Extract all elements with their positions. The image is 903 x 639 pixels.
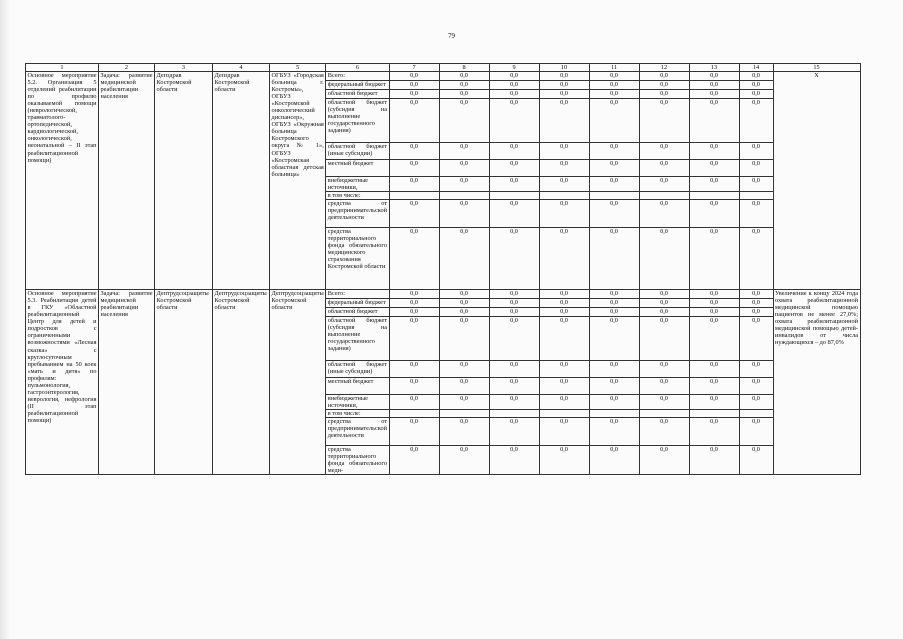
amount-cell: 0,0 [389, 308, 439, 317]
expected-result-cell: Х [773, 72, 860, 290]
amount-cell [689, 410, 739, 418]
amount-cell: 0,0 [389, 228, 439, 290]
amount-cell: 0,0 [439, 317, 489, 361]
header-row [26, 64, 861, 72]
funding-source: федеральный бюджет [326, 299, 389, 308]
amount-cell: 0,0 [489, 90, 539, 99]
funding-source: внебюджетные источники, [326, 177, 389, 192]
amount-cell [739, 192, 773, 200]
amount-cell: 0,0 [589, 290, 639, 299]
amount-cell: 0,0 [439, 361, 489, 378]
amount-cell: 0,0 [639, 177, 689, 192]
amount-cell: 0,0 [589, 308, 639, 317]
amount-cell: 0,0 [689, 99, 739, 143]
funding-source: средства от предпринимательской деятельности [326, 418, 389, 446]
amount-cell: 0,0 [389, 395, 439, 410]
amount-cell [639, 192, 689, 200]
col-header: 3 [155, 64, 213, 72]
funding-source: Всего: [326, 72, 389, 81]
amount-cell: 0,0 [689, 228, 739, 290]
amount-cell: 0,0 [739, 418, 773, 446]
amount-cell: 0,0 [439, 418, 489, 446]
amount-cell: 0,0 [589, 299, 639, 308]
amount-cell: 0,0 [389, 90, 439, 99]
amount-cell [389, 410, 439, 418]
amount-cell: 0,0 [639, 90, 689, 99]
amount-cell: 0,0 [689, 143, 739, 160]
amount-cell: 0,0 [639, 228, 689, 290]
amount-cell: 0,0 [439, 299, 489, 308]
amount-cell: 0,0 [539, 361, 589, 378]
amount-cell: 0,0 [589, 177, 639, 192]
amount-cell: 0,0 [739, 290, 773, 299]
amount-cell: 0,0 [539, 143, 589, 160]
amount-cell: 0,0 [689, 160, 739, 177]
coexecutor-cell: Дептрудсоцзащиты Костромской области [213, 290, 270, 475]
amount-cell: 0,0 [539, 299, 589, 308]
amount-cell: 0,0 [439, 90, 489, 99]
col-header: 5 [270, 64, 326, 72]
amount-cell: 0,0 [489, 418, 539, 446]
amount-cell: 0,0 [389, 200, 439, 228]
amount-cell: 0,0 [589, 317, 639, 361]
amount-cell: 0,0 [489, 361, 539, 378]
amount-cell: 0,0 [539, 81, 589, 90]
amount-cell: 0,0 [689, 200, 739, 228]
amount-cell [439, 192, 489, 200]
responsible-cell: Дептрудсоцзащиты Костромской области [155, 290, 213, 475]
amount-cell: 0,0 [539, 90, 589, 99]
amount-cell: 0,0 [489, 72, 539, 81]
amount-cell: 0,0 [639, 378, 689, 395]
amount-cell: 0,0 [689, 446, 739, 475]
amount-cell: 0,0 [589, 446, 639, 475]
amount-cell [489, 192, 539, 200]
funding-source: средства от предпринимательской деятельности [326, 200, 389, 228]
amount-cell: 0,0 [639, 308, 689, 317]
amount-cell: 0,0 [439, 72, 489, 81]
funding-source: местный бюджет [326, 160, 389, 177]
amount-cell: 0,0 [439, 177, 489, 192]
amount-cell: 0,0 [639, 81, 689, 90]
amount-cell: 0,0 [389, 81, 439, 90]
amount-cell: 0,0 [439, 143, 489, 160]
activity-cell: Основное мероприятие 5.2. Организация 5 отделений реабилитации по профилю оказываемой помощи (неврологической, травматолого-ортопедической, кардиологической, онкологической, неонатальной – II этап реабилитационной помощи) [26, 72, 99, 290]
amount-cell: 0,0 [439, 290, 489, 299]
amount-cell: 0,0 [389, 317, 439, 361]
amount-cell: 0,0 [589, 72, 639, 81]
amount-cell: 0,0 [489, 395, 539, 410]
amount-cell: 0,0 [689, 81, 739, 90]
amount-cell: 0,0 [739, 72, 773, 81]
amount-cell: 0,0 [389, 290, 439, 299]
amount-cell: 0,0 [739, 446, 773, 475]
amount-cell: 0,0 [489, 143, 539, 160]
amount-cell: 0,0 [539, 177, 589, 192]
amount-cell: 0,0 [589, 81, 639, 90]
amount-cell: 0,0 [639, 317, 689, 361]
amount-cell: 0,0 [739, 308, 773, 317]
amount-cell: 0,0 [489, 446, 539, 475]
col-header: 9 [489, 64, 539, 72]
amount-cell: 0,0 [589, 143, 639, 160]
amount-cell: 0,0 [739, 378, 773, 395]
amount-cell [689, 192, 739, 200]
col-header: 15 [773, 64, 860, 72]
amount-cell: 0,0 [639, 446, 689, 475]
amount-cell: 0,0 [639, 72, 689, 81]
amount-cell [539, 192, 589, 200]
amount-cell: 0,0 [589, 378, 639, 395]
amount-cell: 0,0 [539, 395, 589, 410]
amount-cell: 0,0 [389, 361, 439, 378]
amount-cell: 0,0 [389, 378, 439, 395]
amount-cell: 0,0 [539, 418, 589, 446]
amount-cell: 0,0 [439, 228, 489, 290]
col-header: 6 [326, 64, 389, 72]
amount-cell: 0,0 [539, 446, 589, 475]
col-header: 2 [99, 64, 155, 72]
page-number: 79 [448, 32, 455, 40]
amount-cell: 0,0 [589, 90, 639, 99]
col-header: 7 [389, 64, 439, 72]
amount-cell: 0,0 [689, 290, 739, 299]
amount-cell: 0,0 [739, 395, 773, 410]
amount-cell: 0,0 [539, 308, 589, 317]
amount-cell: 0,0 [589, 361, 639, 378]
amount-cell: 0,0 [389, 160, 439, 177]
funding-source: внебюджетные источники, [326, 395, 389, 410]
amount-cell: 0,0 [739, 361, 773, 378]
amount-cell: 0,0 [539, 99, 589, 143]
amount-cell: 0,0 [489, 228, 539, 290]
col-header: 10 [539, 64, 589, 72]
amount-cell [589, 192, 639, 200]
amount-cell: 0,0 [689, 299, 739, 308]
amount-cell: 0,0 [489, 378, 539, 395]
col-header: 13 [689, 64, 739, 72]
amount-cell: 0,0 [389, 143, 439, 160]
participants-cell: Дептрудсоцзащиты Костромской области [270, 290, 326, 475]
funding-source: областной бюджет (субсидия на выполнение государственного задания) [326, 317, 389, 361]
amount-cell: 0,0 [689, 308, 739, 317]
amount-cell: 0,0 [689, 361, 739, 378]
amount-cell [539, 410, 589, 418]
table-row [26, 290, 861, 299]
amount-cell: 0,0 [439, 81, 489, 90]
amount-cell: 0,0 [739, 200, 773, 228]
amount-cell [389, 192, 439, 200]
amount-cell: 0,0 [439, 99, 489, 143]
amount-cell: 0,0 [539, 228, 589, 290]
funding-source: областной бюджет (иные субсидии) [326, 143, 389, 160]
amount-cell: 0,0 [539, 317, 589, 361]
funding-source: в том числе: [326, 192, 389, 200]
amount-cell: 0,0 [389, 299, 439, 308]
amount-cell: 0,0 [439, 378, 489, 395]
funding-source: областной бюджет (иные субсидии) [326, 361, 389, 378]
amount-cell: 0,0 [639, 200, 689, 228]
amount-cell: 0,0 [739, 160, 773, 177]
amount-cell: 0,0 [589, 228, 639, 290]
funding-source: средства территориального фонда обязательного меди- [327, 446, 388, 475]
amount-cell: 0,0 [739, 81, 773, 90]
funding-source: в том числе: [326, 410, 389, 418]
amount-cell: 0,0 [739, 228, 773, 290]
amount-cell [739, 410, 773, 418]
funding-source: областной бюджет (субсидия на выполнение государственного задания) [326, 99, 389, 143]
funding-source: Всего: [326, 290, 389, 299]
participants-cell: ОГБУЗ «Городская больница г. Костромы», ОГБУЗ «Костромской онкологический диспансер», ОГБУЗ «Окружная больница Костромского округа № 1», ОГБУЗ «Костромская областная детская больница» [270, 72, 326, 290]
amount-cell: 0,0 [689, 72, 739, 81]
task-cell: Задача: развитие медицинской реабилитации населения [99, 72, 155, 290]
amount-cell: 0,0 [439, 160, 489, 177]
amount-cell: 0,0 [689, 317, 739, 361]
col-header: 12 [639, 64, 689, 72]
coexecutor-cell: Депздрав Костромской области [213, 72, 270, 290]
amount-cell: 0,0 [639, 99, 689, 143]
amount-cell: 0,0 [589, 200, 639, 228]
amount-cell: 0,0 [739, 177, 773, 192]
funding-source: областной бюджет [326, 90, 389, 99]
amount-cell [589, 410, 639, 418]
funding-source: местный бюджет [326, 378, 389, 395]
amount-cell: 0,0 [539, 378, 589, 395]
amount-cell: 0,0 [489, 299, 539, 308]
amount-cell: 0,0 [539, 160, 589, 177]
amount-cell: 0,0 [689, 395, 739, 410]
amount-cell: 0,0 [489, 81, 539, 90]
amount-cell: 0,0 [689, 378, 739, 395]
table-row [26, 72, 861, 81]
amount-cell: 0,0 [389, 177, 439, 192]
amount-cell: 0,0 [639, 290, 689, 299]
amount-cell: 0,0 [689, 90, 739, 99]
col-header: 14 [739, 64, 773, 72]
amount-cell: 0,0 [539, 290, 589, 299]
amount-cell: 0,0 [739, 299, 773, 308]
amount-cell: 0,0 [489, 160, 539, 177]
activity-cell: Основное мероприятие 5.3. Реабилитация детей в ГКУ «Областной реабилитационный Центр для детей и подростков с ограниченными возможностями «Лесная сказка» с круглосуточным пребыванием на 50 коек «мать и дитя» по профилям: пульмонология, гастроэнтерология, неврология, нефрология (II этап реабилитационной помощи) [26, 290, 99, 475]
amount-cell: 0,0 [589, 160, 639, 177]
col-header: 11 [589, 64, 639, 72]
amount-cell: 0,0 [739, 90, 773, 99]
amount-cell: 0,0 [389, 418, 439, 446]
amount-cell: 0,0 [489, 200, 539, 228]
amount-cell: 0,0 [489, 99, 539, 143]
amount-cell: 0,0 [739, 317, 773, 361]
funding-source: федеральный бюджет [326, 81, 389, 90]
expected-result-cell: Увеличение к концу 2024 года охвата реабилитационной медицинской помощью пациентов не менее 27,0%; охвата реабилитационной медицинской помощью детей-инвалидов от числа нуждающихся – до 87,0% [773, 290, 860, 475]
funding-source: средства территориального фонда обязательного медицинского страхования Костромской области [326, 228, 389, 290]
program-table [25, 63, 861, 475]
amount-cell: 0,0 [439, 446, 489, 475]
col-header: 1 [26, 64, 99, 72]
amount-cell: 0,0 [589, 418, 639, 446]
amount-cell: 0,0 [389, 72, 439, 81]
amount-cell: 0,0 [489, 177, 539, 192]
amount-cell: 0,0 [739, 99, 773, 143]
amount-cell: 0,0 [389, 99, 439, 143]
funding-source: областной бюджет [326, 308, 389, 317]
amount-cell: 0,0 [639, 395, 689, 410]
amount-cell: 0,0 [439, 395, 489, 410]
col-header: 4 [213, 64, 270, 72]
amount-cell: 0,0 [489, 317, 539, 361]
amount-cell: 0,0 [689, 418, 739, 446]
amount-cell: 0,0 [589, 99, 639, 143]
amount-cell [639, 410, 689, 418]
amount-cell: 0,0 [639, 160, 689, 177]
amount-cell: 0,0 [589, 395, 639, 410]
amount-cell [439, 410, 489, 418]
amount-cell: 0,0 [539, 72, 589, 81]
responsible-cell: Депздрав Костромской области [155, 72, 213, 290]
amount-cell: 0,0 [639, 361, 689, 378]
amount-cell: 0,0 [639, 143, 689, 160]
amount-cell: 0,0 [439, 200, 489, 228]
task-cell: Задача: развитие медицинской реабилитации населения [99, 290, 155, 475]
col-header: 8 [439, 64, 489, 72]
amount-cell: 0,0 [489, 290, 539, 299]
amount-cell: 0,0 [539, 200, 589, 228]
amount-cell: 0,0 [689, 177, 739, 192]
amount-cell: 0,0 [739, 143, 773, 160]
amount-cell [489, 410, 539, 418]
amount-cell: 0,0 [639, 418, 689, 446]
amount-cell: 0,0 [389, 446, 439, 475]
amount-cell: 0,0 [489, 308, 539, 317]
amount-cell: 0,0 [439, 308, 489, 317]
amount-cell: 0,0 [639, 299, 689, 308]
